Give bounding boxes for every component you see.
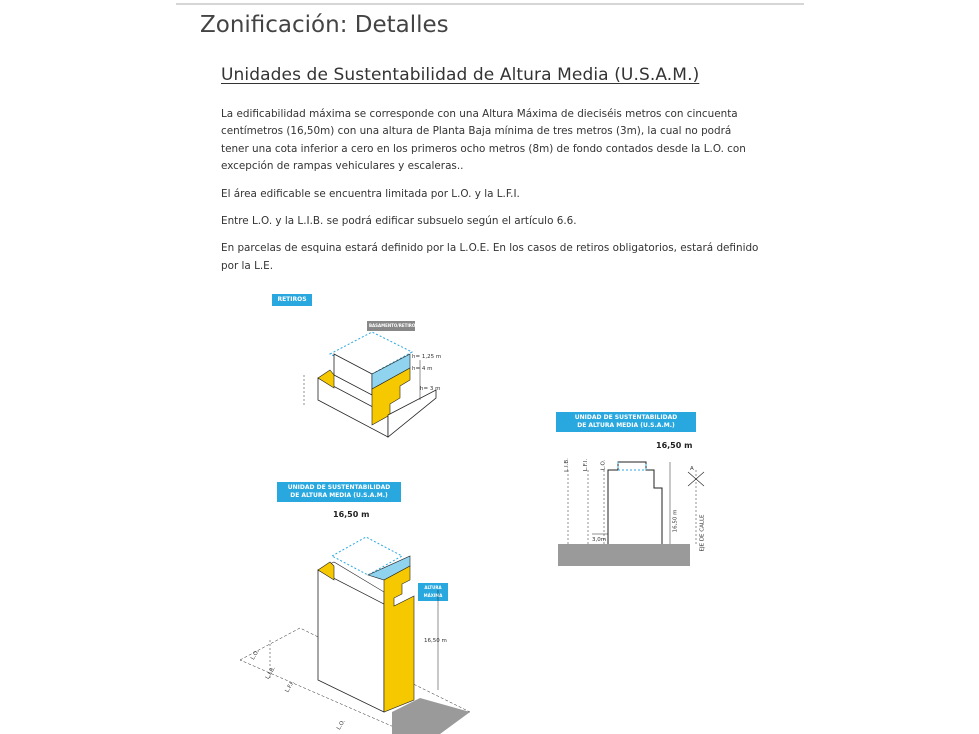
usam-section-lo: L.O.: [600, 459, 607, 471]
page-title: Zonificación: Detalles: [200, 12, 449, 38]
usam-section-lfi: L.F.I.: [583, 458, 590, 472]
usam-iso-lo2: L.O.: [336, 718, 347, 732]
section-subtitle: Unidades de Sustentabilidad de Altura Media (U.S.A.M.): [221, 65, 700, 85]
usam-section-lib: L.I.B.: [563, 458, 570, 472]
usam-section-street: EJE DE CALLE: [699, 514, 706, 552]
retiros-h3: h= 3 m: [420, 386, 441, 392]
usam-section-base: 3,0m: [592, 537, 607, 543]
retiros-h2: h= 4 m: [412, 366, 433, 372]
paragraph: El área edificable se encuentra limitada por L.O. y la L.F.I.: [221, 187, 520, 200]
usam-section-height: 16,50 m: [656, 441, 693, 450]
section-mark: A: [690, 466, 694, 472]
retiros-h1: h= 1,25 m: [412, 354, 442, 360]
usam-section-dim: 16,50 m: [672, 509, 679, 533]
basamento-tag: BASAMENTO/RETIRO: [367, 321, 415, 331]
retiros-tag: RETIROS: [272, 294, 312, 306]
usam-iso-dim: 16,50 m: [424, 638, 447, 644]
usam-section-tag-line1: UNIDAD DE SUSTENTABILIDAD: [574, 414, 678, 421]
usam-iso-lib: L.I.B.: [264, 665, 277, 681]
usam-iso-tag-line1: UNIDAD DE SUSTENTABILIDAD: [287, 484, 391, 491]
paragraph: La edificabilidad máxima se corresponde con una Altura Máxima de dieciséis metros con cincuenta centímetros (16,50m) con una altura de Planta Baja mínima de tres metros (3m), la cual no podrá tener una cota inferior a cero en los primeros ocho metros (8m) de fondo contados desde la L.O. con excepción de rampas vehiculares y escaleras..: [221, 108, 746, 173]
paragraph: Entre L.O. y la L.I.B. se podrá edificar subsuelo según el artículo 6.6.: [221, 215, 577, 228]
usam-iso-lo: L.O.: [250, 648, 261, 662]
usam-iso-tag-line2: DE ALTURA MEDIA (U.S.A.M.): [290, 492, 388, 499]
usam-iso-height: 16,50 m: [333, 510, 370, 519]
paragraph: En parcelas de esquina estará definido por la L.O.E. En los casos de retiros obligatorios, estará definido por la L.E.: [221, 242, 759, 272]
usam-section-tag-line2: DE ALTURA MEDIA (U.S.A.M.): [577, 422, 675, 429]
altura-maxima-tag: ALTURA MÁXIMA: [418, 583, 448, 601]
usam-iso-lfi: L.F.I.: [284, 680, 296, 694]
